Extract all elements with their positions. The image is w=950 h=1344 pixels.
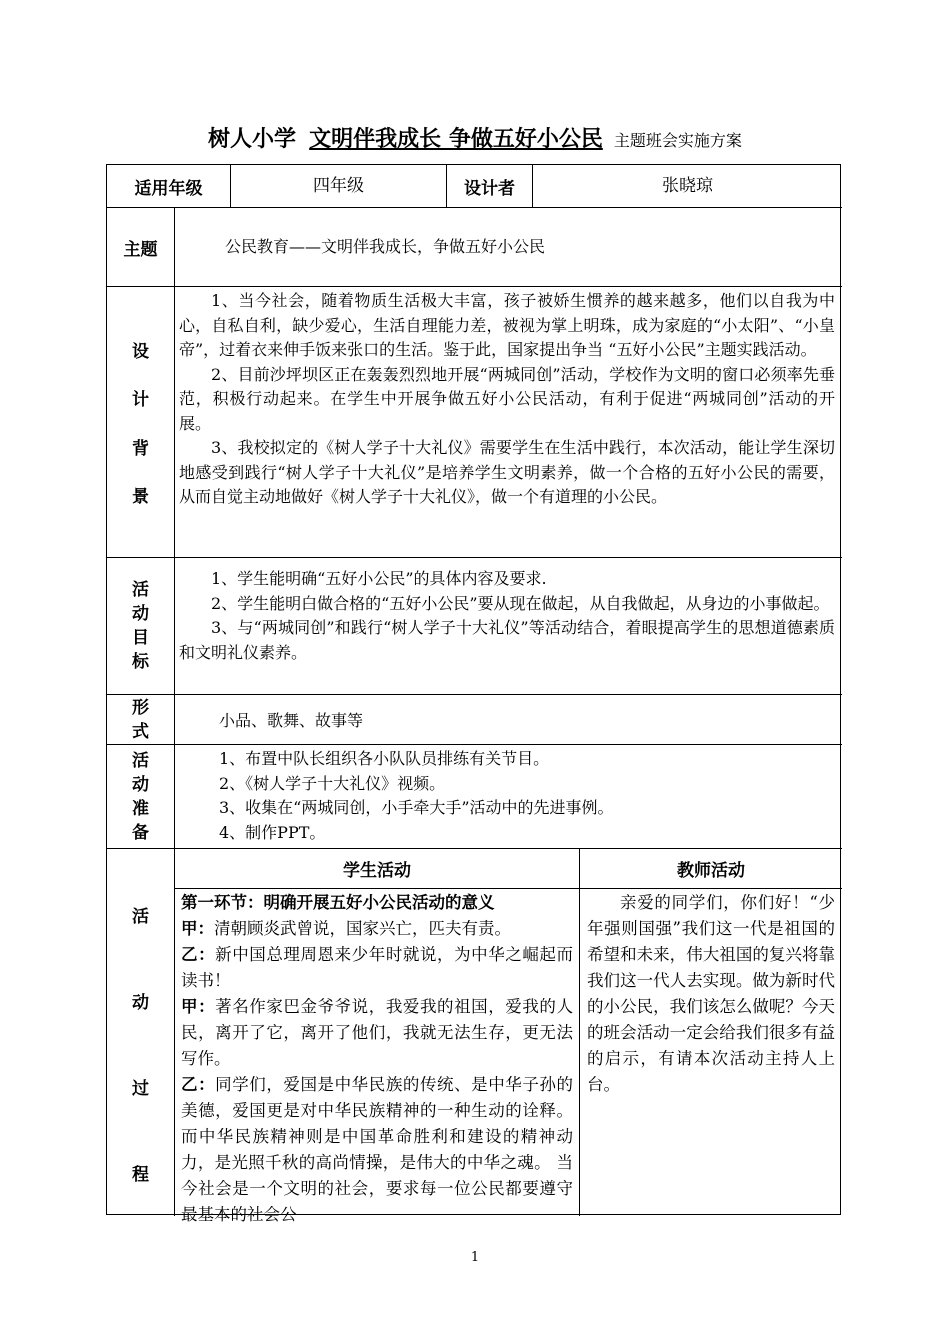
prep-label xyxy=(107,746,174,847)
dialogue-line xyxy=(181,1072,573,1228)
dialogue-text: 同学们，爱国是中华民族的传统、是中华子孙的美德，爱国更是对中华民族精神的一种生动的诠释。而中华民族精神则是中国革命胜利和建设的精神动力，是光照千秋的高尚情操，是伟大的中华之魂。 当今社会是一个文明的社会，要求每一位公民都要遵守最基本的社会公 xyxy=(181,1075,574,1224)
topic-label: 主题 xyxy=(123,239,158,260)
label-char: 过 xyxy=(132,1079,149,1100)
label-char: 程 xyxy=(132,1165,149,1186)
dialogue-text: 新中国总理周恩来少年时就说，为中华之崛起而读书！ xyxy=(181,945,574,990)
label-char: 活 xyxy=(132,906,149,927)
plan-table xyxy=(106,164,841,1224)
row-divider xyxy=(107,557,842,558)
document-title xyxy=(0,122,950,153)
background-label xyxy=(107,325,174,519)
speaker: 乙： xyxy=(181,1075,216,1094)
label-char: 目 xyxy=(132,628,149,648)
label-char: 形 xyxy=(132,697,149,718)
label-char: 计 xyxy=(132,390,149,411)
dialogue-line xyxy=(181,916,573,942)
form-value: 小品、歌舞、故事等 xyxy=(219,711,364,730)
process-label xyxy=(107,871,174,1216)
teacher-activity-header: 教师活动 xyxy=(677,861,745,881)
prep-item: 3、收集在“两城同创，小手牵大手”活动中的先进事例。 xyxy=(219,798,614,817)
goals-label xyxy=(107,559,174,693)
section-title: 第一环节：明确开展五好小公民活动的意义 xyxy=(181,893,495,912)
label-char: 动 xyxy=(132,774,149,795)
row-divider xyxy=(107,744,842,745)
row-divider xyxy=(107,286,842,287)
prep-item: 2、《树人学子十大礼仪》视频。 xyxy=(219,773,446,793)
designer-value: 张晓琼 xyxy=(662,175,713,196)
label-char: 式 xyxy=(132,721,149,742)
background-paragraph: 1、当今社会，随着物质生活极大丰富，孩子被娇生惯养的越来越多，他们以自我为中心，自私自利，缺少爱心，生活自理能力差，被视为掌上明珠，成为家庭的“小太阳”、“小皇帝”，过着衣来伸手饭来张口的生活。鉴于此，国家提出争当 “五好小公民”主题实践活动。 xyxy=(179,291,835,359)
page-number: 1 xyxy=(470,1250,480,1265)
label-char: 备 xyxy=(132,822,149,843)
topic-value: 公民教育——文明伴我成长，争做五好小公民 xyxy=(225,237,546,256)
prep-list xyxy=(219,747,829,845)
teacher-activity-content: 亲爱的同学们，你们好！“少年强则国强”我们这一代是祖国的希望和未来，伟大祖国的复兴将靠我们这一代人去实现。做为新时代的小公民，我们该怎么做呢？今天的班会活动一定会给我们很多有益的启示，有请本次活动主持人上台。 xyxy=(587,893,835,1094)
row-divider xyxy=(107,207,842,208)
dialogue-line xyxy=(181,942,573,994)
label-char: 动 xyxy=(132,604,149,624)
title-suffix: 主题班会实施方案 xyxy=(613,131,742,150)
goal-item: 2、学生能明白做合格的“五好小公民”要从现在做起，从自我做起，从身边的小事做起。 xyxy=(211,593,830,613)
label-char: 背 xyxy=(132,438,149,459)
label-char: 设 xyxy=(132,341,149,362)
background-text xyxy=(179,289,835,510)
label-char: 动 xyxy=(132,992,149,1013)
label-char: 景 xyxy=(132,487,149,508)
row-divider xyxy=(107,694,842,695)
dialogue-line xyxy=(181,994,573,1072)
school-name: 树人小学 xyxy=(208,126,297,152)
speaker: 乙： xyxy=(181,945,216,964)
dialogue-text: 清朝顾炎武曾说，国家兴亡，匹夫有责。 xyxy=(214,919,511,938)
goal-item: 3、与“两城同创”和践行“树人学子十大礼仪”等活动结合，着眼提高学生的思想道德素质和文明礼仪素养。 xyxy=(179,618,835,662)
dialogue-text: 著名作家巴金爷爷说，我爱我的祖国，爱我的人民，离开了它，离开了他们，我就无法生存，更无法写作。 xyxy=(181,997,574,1068)
background-paragraph: 2、目前沙坪坝区正在轰轰烈烈地开展“两城同创”活动，学校作为文明的窗口必须率先垂范，积极行动起来。在学生中开展争做五好小公民活动，有利于促进“两城同创”活动的开展。 xyxy=(179,364,835,433)
label-char: 活 xyxy=(132,750,149,771)
goal-item: 1、学生能明确“五好小公民”的具体内容及要求. xyxy=(211,569,547,588)
row-divider xyxy=(174,888,842,889)
student-activity-header: 学生活动 xyxy=(343,861,411,881)
col-divider xyxy=(174,207,175,1216)
label-char: 活 xyxy=(132,580,149,600)
student-activity-content xyxy=(181,890,573,1228)
speaker: 甲： xyxy=(181,997,216,1016)
form-label xyxy=(107,695,174,744)
col-divider xyxy=(579,848,580,1216)
background-paragraph: 3、我校拟定的《树人学子十大礼仪》需要学生在生活中践行，本次活动，能让学生深切地感受到践行“树人学子十大礼仪”是培养学生文明素养，做一个合格的五好小公民的需要，从而自觉主动地做好《树人学子十大礼仪》，做一个有道理的小公民。 xyxy=(179,438,835,506)
label-char: 标 xyxy=(132,652,149,672)
goals-text xyxy=(179,567,835,665)
grade-label: 适用年级 xyxy=(134,178,203,199)
prep-item: 4、制作PPT。 xyxy=(219,822,326,842)
theme-title: 文明伴我成长 争做五好小公民 xyxy=(309,126,603,152)
grade-value: 四年级 xyxy=(313,175,364,196)
designer-label: 设计者 xyxy=(464,178,515,199)
label-char: 准 xyxy=(132,798,149,819)
speaker: 甲： xyxy=(181,919,214,938)
prep-item: 1、布置中队长组织各小队队员排练有关节目。 xyxy=(219,749,550,768)
